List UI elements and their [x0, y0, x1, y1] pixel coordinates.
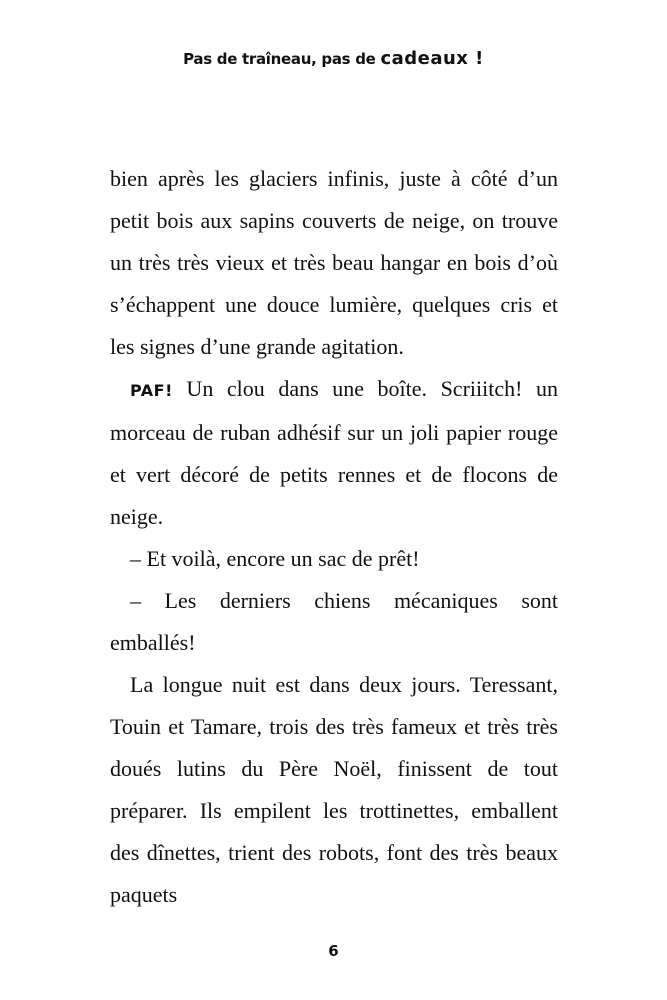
- running-head-title: Pas de traîneau, pas de: [183, 50, 381, 68]
- dialogue-line-1: – Et voilà, encore un sac de prêt!: [130, 546, 420, 571]
- paragraph-2-text: Un clou dans une boîte. Scriiitch! un morceau de ruban adhésif sur un joli papier rouge et vert décoré de petits rennes et de flocons de neige.: [110, 376, 558, 529]
- dialogue-line-2: – Les derniers chiens mécaniques sont emballés!: [110, 588, 558, 655]
- body-text: [110, 158, 558, 916]
- paragraph-5: La longue nuit est dans deux jours. Teressant, Touin et Tamare, trois des très fameux et très très doués lutins du Père Noël, finissent de tout préparer. Ils empilent les trottinettes, emballent des dînettes, trient des robots, font des très beaux paquets: [110, 672, 558, 907]
- running-head-title-emphasis: cadeaux !: [380, 48, 484, 69]
- paragraph-2: [110, 368, 558, 538]
- page-number: 6: [328, 942, 339, 960]
- onomatopoeia-paf: PAF!: [130, 381, 173, 400]
- paragraph-1: bien après les glaciers infinis, juste à côté d’un petit bois aux sapins couverts de neige, on trouve un très très vieux et très beau hangar en bois d’où s’échappent une douce lumière, quelques cris et les signes d’une grande agitation.: [110, 166, 558, 359]
- running-head: [0, 48, 667, 69]
